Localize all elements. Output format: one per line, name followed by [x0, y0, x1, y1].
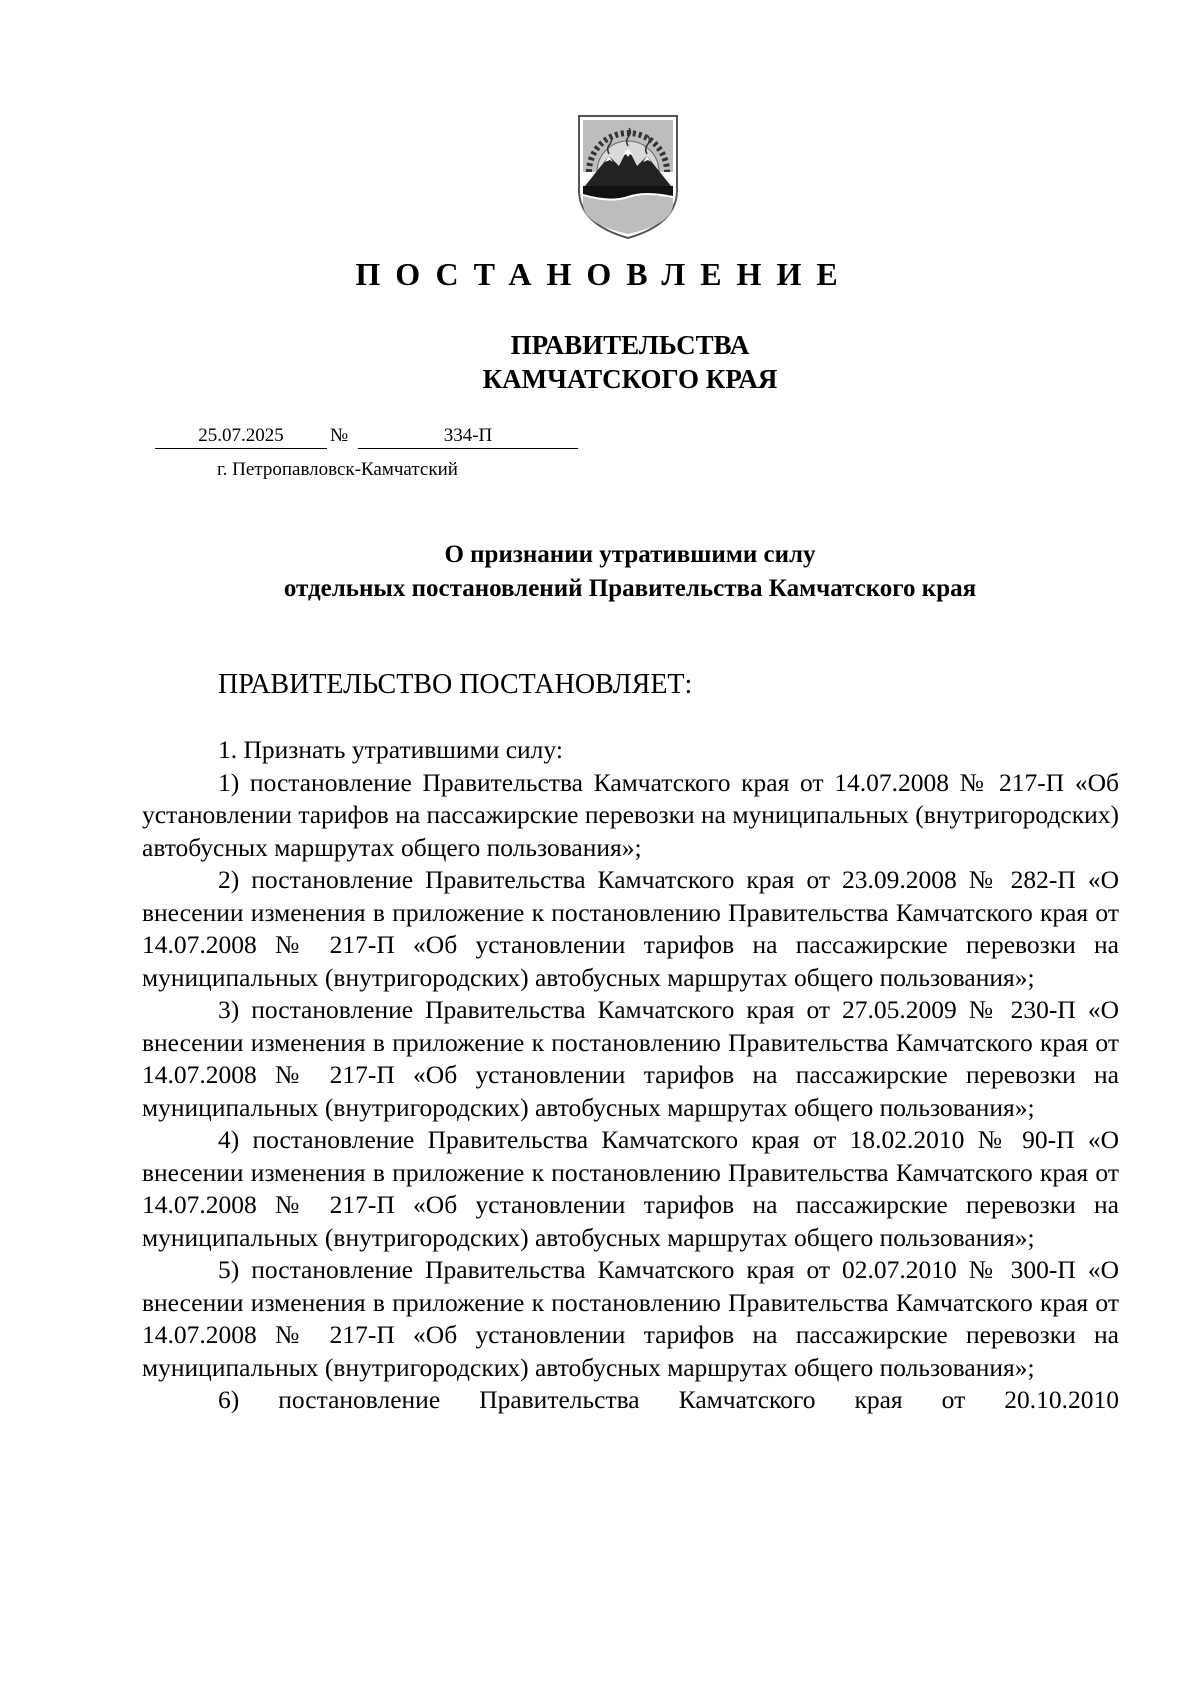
clause-1: 1. Признать утратившими силу: — [218, 735, 563, 764]
issuing-authority — [0, 328, 1200, 396]
clause-1-item-1: 1) постановление Правительства Камчатского края от 14.07.2008 № 217-П «Об установлении тарифов на пассажирские перевозки на муниципальных (внутригородских) автобусных маршрутах общего пользования»; — [142, 767, 1119, 862]
preamble: ПРАВИТЕЛЬСТВО ПОСТАНОВЛЯЕТ: — [218, 669, 693, 700]
clause-1-item-4: 4) постановление Правительства Камчатского края от 18.02.2010 № 90-П «О внесении изменения в приложение к постановлению Правительства Камчатского края от 14.07.2008 № 217-П «Об установлении тарифов на пассажирские перевозки на муниципальных (внутригородских) автобусных маршрутах общего пользования»; — [142, 1125, 1119, 1252]
clause-1-item-3: 3) постановление Правительства Камчатского края от 27.05.2009 № 230-П «О внесении изменения в приложение к постановлению Правительства Камчатского края от 14.07.2008 № 217-П «Об установлении тарифов на пассажирские перевозки на муниципальных (внутригородских) автобусных маршрутах общего пользования»; — [142, 995, 1119, 1122]
kamchatka-coat-of-arms-icon — [575, 112, 681, 242]
authority-line-2: КАМЧАТСКОГО КРАЯ — [482, 364, 778, 394]
subject-line-2: отдельных постановлений Правительства Камчатского края — [283, 575, 977, 602]
document-number: 334-П — [358, 424, 578, 449]
subject-line-1: О признании утратившими силу — [444, 541, 816, 568]
clause-1-item-2: 2) постановление Правительства Камчатского края от 23.09.2008 № 282-П «О внесении изменения в приложение к постановлению Правительства Камчатского края от 14.07.2008 № 217-П «Об установлении тарифов на пассажирские перевозки на муниципальных (внутригородских) автобусных маршрутах общего пользования»; — [142, 865, 1119, 992]
number-sign: № — [330, 425, 349, 446]
document-title: ПОСТАНОВЛЕНИЕ — [355, 256, 853, 292]
authority-line-1: ПРАВИТЕЛЬСТВА — [510, 330, 750, 360]
document-date: 25.07.2025 — [155, 424, 327, 449]
document-body — [142, 734, 1119, 1417]
clause-1-item-6: 6) постановление Правительства Камчатского края от 20.10.2010 — [218, 1385, 1119, 1414]
clause-1-item-5: 5) постановление Правительства Камчатского края от 02.07.2010 № 300-П «О внесении изменения в приложение к постановлению Правительства Камчатского края от 14.07.2008 № 217-П «Об установлении тарифов на пассажирские перевозки на муниципальных (внутригородских) автобусных маршрутах общего пользования»; — [142, 1255, 1119, 1382]
issue-city: г. Петропавловск-Камчатский — [217, 459, 458, 480]
document-subject — [0, 538, 1200, 606]
